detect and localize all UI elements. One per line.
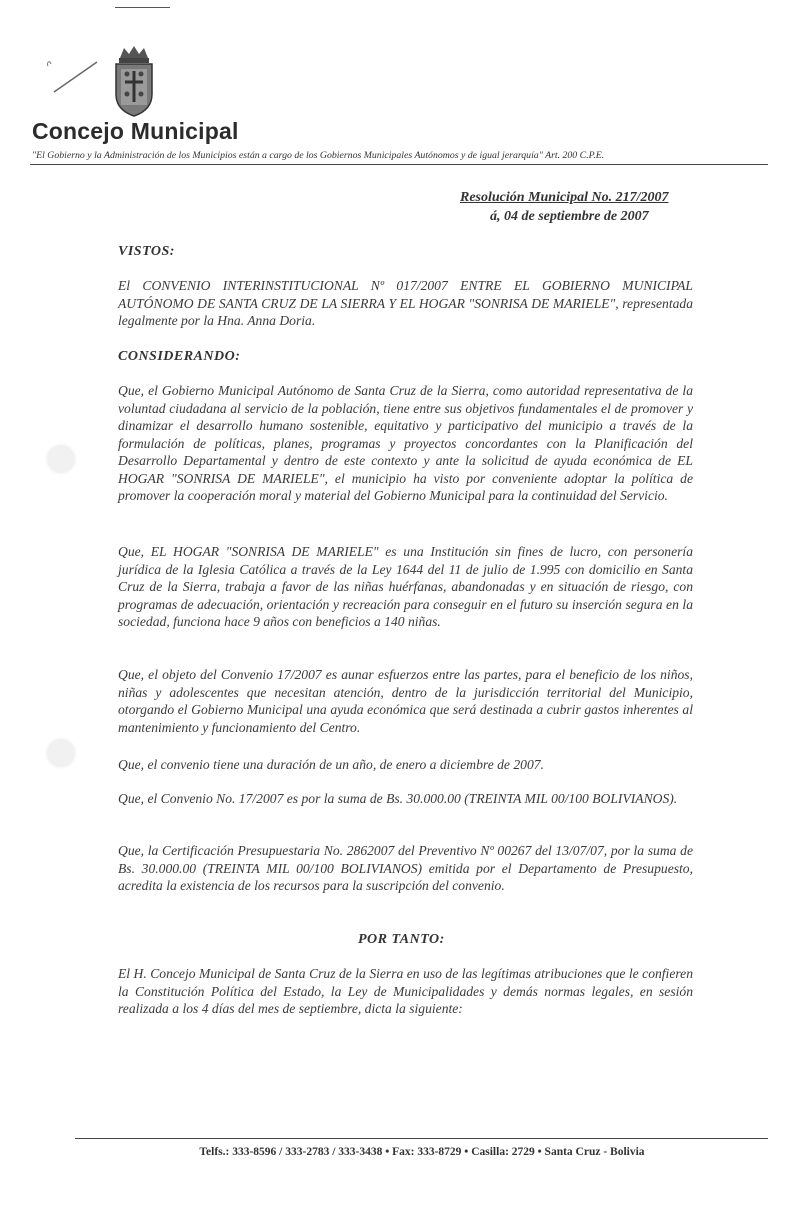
portanto-paragraph: El H. Concejo Municipal de Santa Cruz de la Sierra en uso de las legítimas atribuciones que le confieren la Constitución Política del Estado, la Ley de Municipalidades y demás normas legales, en sesión realizada a los 4 días del mes de septiembre, dicta la siguiente: <box>118 966 693 1016</box>
considerando-heading: CONSIDERANDO: <box>118 349 241 364</box>
considerando-paragraph-5: Que, el Convenio No. 17/2007 es por la suma de Bs. 30.000.00 (TREINTA MIL 00/100 BOLIVIANOS). <box>118 791 678 806</box>
top-rule <box>115 7 170 8</box>
considerando-paragraph-4: Que, el convenio tiene una duración de un año, de enero a diciembre de 2007. <box>118 757 544 772</box>
org-name: Concejo Municipal <box>32 118 239 144</box>
footer-contact: Telfs.: 333-8596 / 333-2783 / 333-3438 • Fax: 333-8729 • Casilla: 2729 • Santa Cruz - Bolivia <box>199 1146 645 1158</box>
resolution-date: á, 04 de septiembre de 2007 <box>490 209 649 224</box>
pen-mark <box>42 56 102 96</box>
resolution-number: Resolución Municipal No. 217/2007 <box>460 190 669 205</box>
punch-hole <box>48 740 74 766</box>
vistos-heading: VISTOS: <box>118 244 175 259</box>
considerando-paragraph-2: Que, EL HOGAR "SONRISA DE MARIELE" es una Institución sin fines de lucro, con personería jurídica de la Iglesia Católica a través de la Ley 1644 del 11 de julio de 1.995 con domicilio en Santa Cruz de la Sierra, trabaja a favor de las niñas huérfanas, abandonadas y en situación de riesgo, con programas de adecuación, orientación y recreación para conseguir en el futuro su inserción segura en la sociedad, funciona hace 9 años con beneficios a 140 niñas. <box>118 544 693 629</box>
considerando-paragraph-6: Que, la Certificación Presupuestaria No. 2862007 del Preventivo Nº 00267 del 13/07/07, por la suma de Bs. 30.000.00 (TREINTA MIL 00/100 BOLIVIANOS) emitida por el Departamento de Presupuesto, acredita la existencia de los recursos para la suscripción del convenio. <box>118 843 693 893</box>
vistos-paragraph: El CONVENIO INTERINSTITUCIONAL Nº 017/2007 ENTRE EL GOBIERNO MUNICIPAL AUTÓNOMO DE SANTA CRUZ DE LA SIERRA Y EL HOGAR "SONRISA DE MARIELE", representada legalmente por la Hna. Anna Doria. <box>118 278 693 328</box>
considerando-paragraph-3: Que, el objeto del Convenio 17/2007 es aunar esfuerzos entre las partes, para el beneficio de los niños, niñas y adolescentes que necesitan atención, dentro de la jurisdicción territorial del Municipio, otorgando el Gobierno Municipal una ayuda económica que será destinada a cubrir gastos inherentes al mantenimiento y funcionamiento del Centro. <box>118 667 693 735</box>
punch-hole <box>48 446 74 472</box>
coat-of-arms-icon <box>110 44 158 118</box>
considerando-paragraph-1: Que, el Gobierno Municipal Autónomo de Santa Cruz de la Sierra, como autoridad representativa de la voluntad ciudadana al servicio de la población, tiene entre sus objetivos fundamentales el de promover y dinamizar el desarrollo humano sostenible, equitativo y participativo del municipio a través de la formulación de políticas, planes, programas y proyectos concordantes con la Planificación del Desarrollo Departamental y dentro de este contexto y ante la solicitud de ayuda económica de EL HOGAR "SONRISA DE MARIELE", el municipio ha visto por conveniente adoptar la política de promover la cooperación moral y material del Gobierno Municipal para la continuidad del Servicio. <box>118 383 693 503</box>
footer-divider <box>75 1138 768 1139</box>
portanto-heading: POR TANTO: <box>358 932 445 947</box>
header-motto: "El Gobierno y la Administración de los Municipios están a cargo de los Gobiernos Municipales Autónomos y de igual jerarquía" Art. 200 C.P.E. <box>32 150 605 161</box>
header-divider <box>30 164 768 165</box>
